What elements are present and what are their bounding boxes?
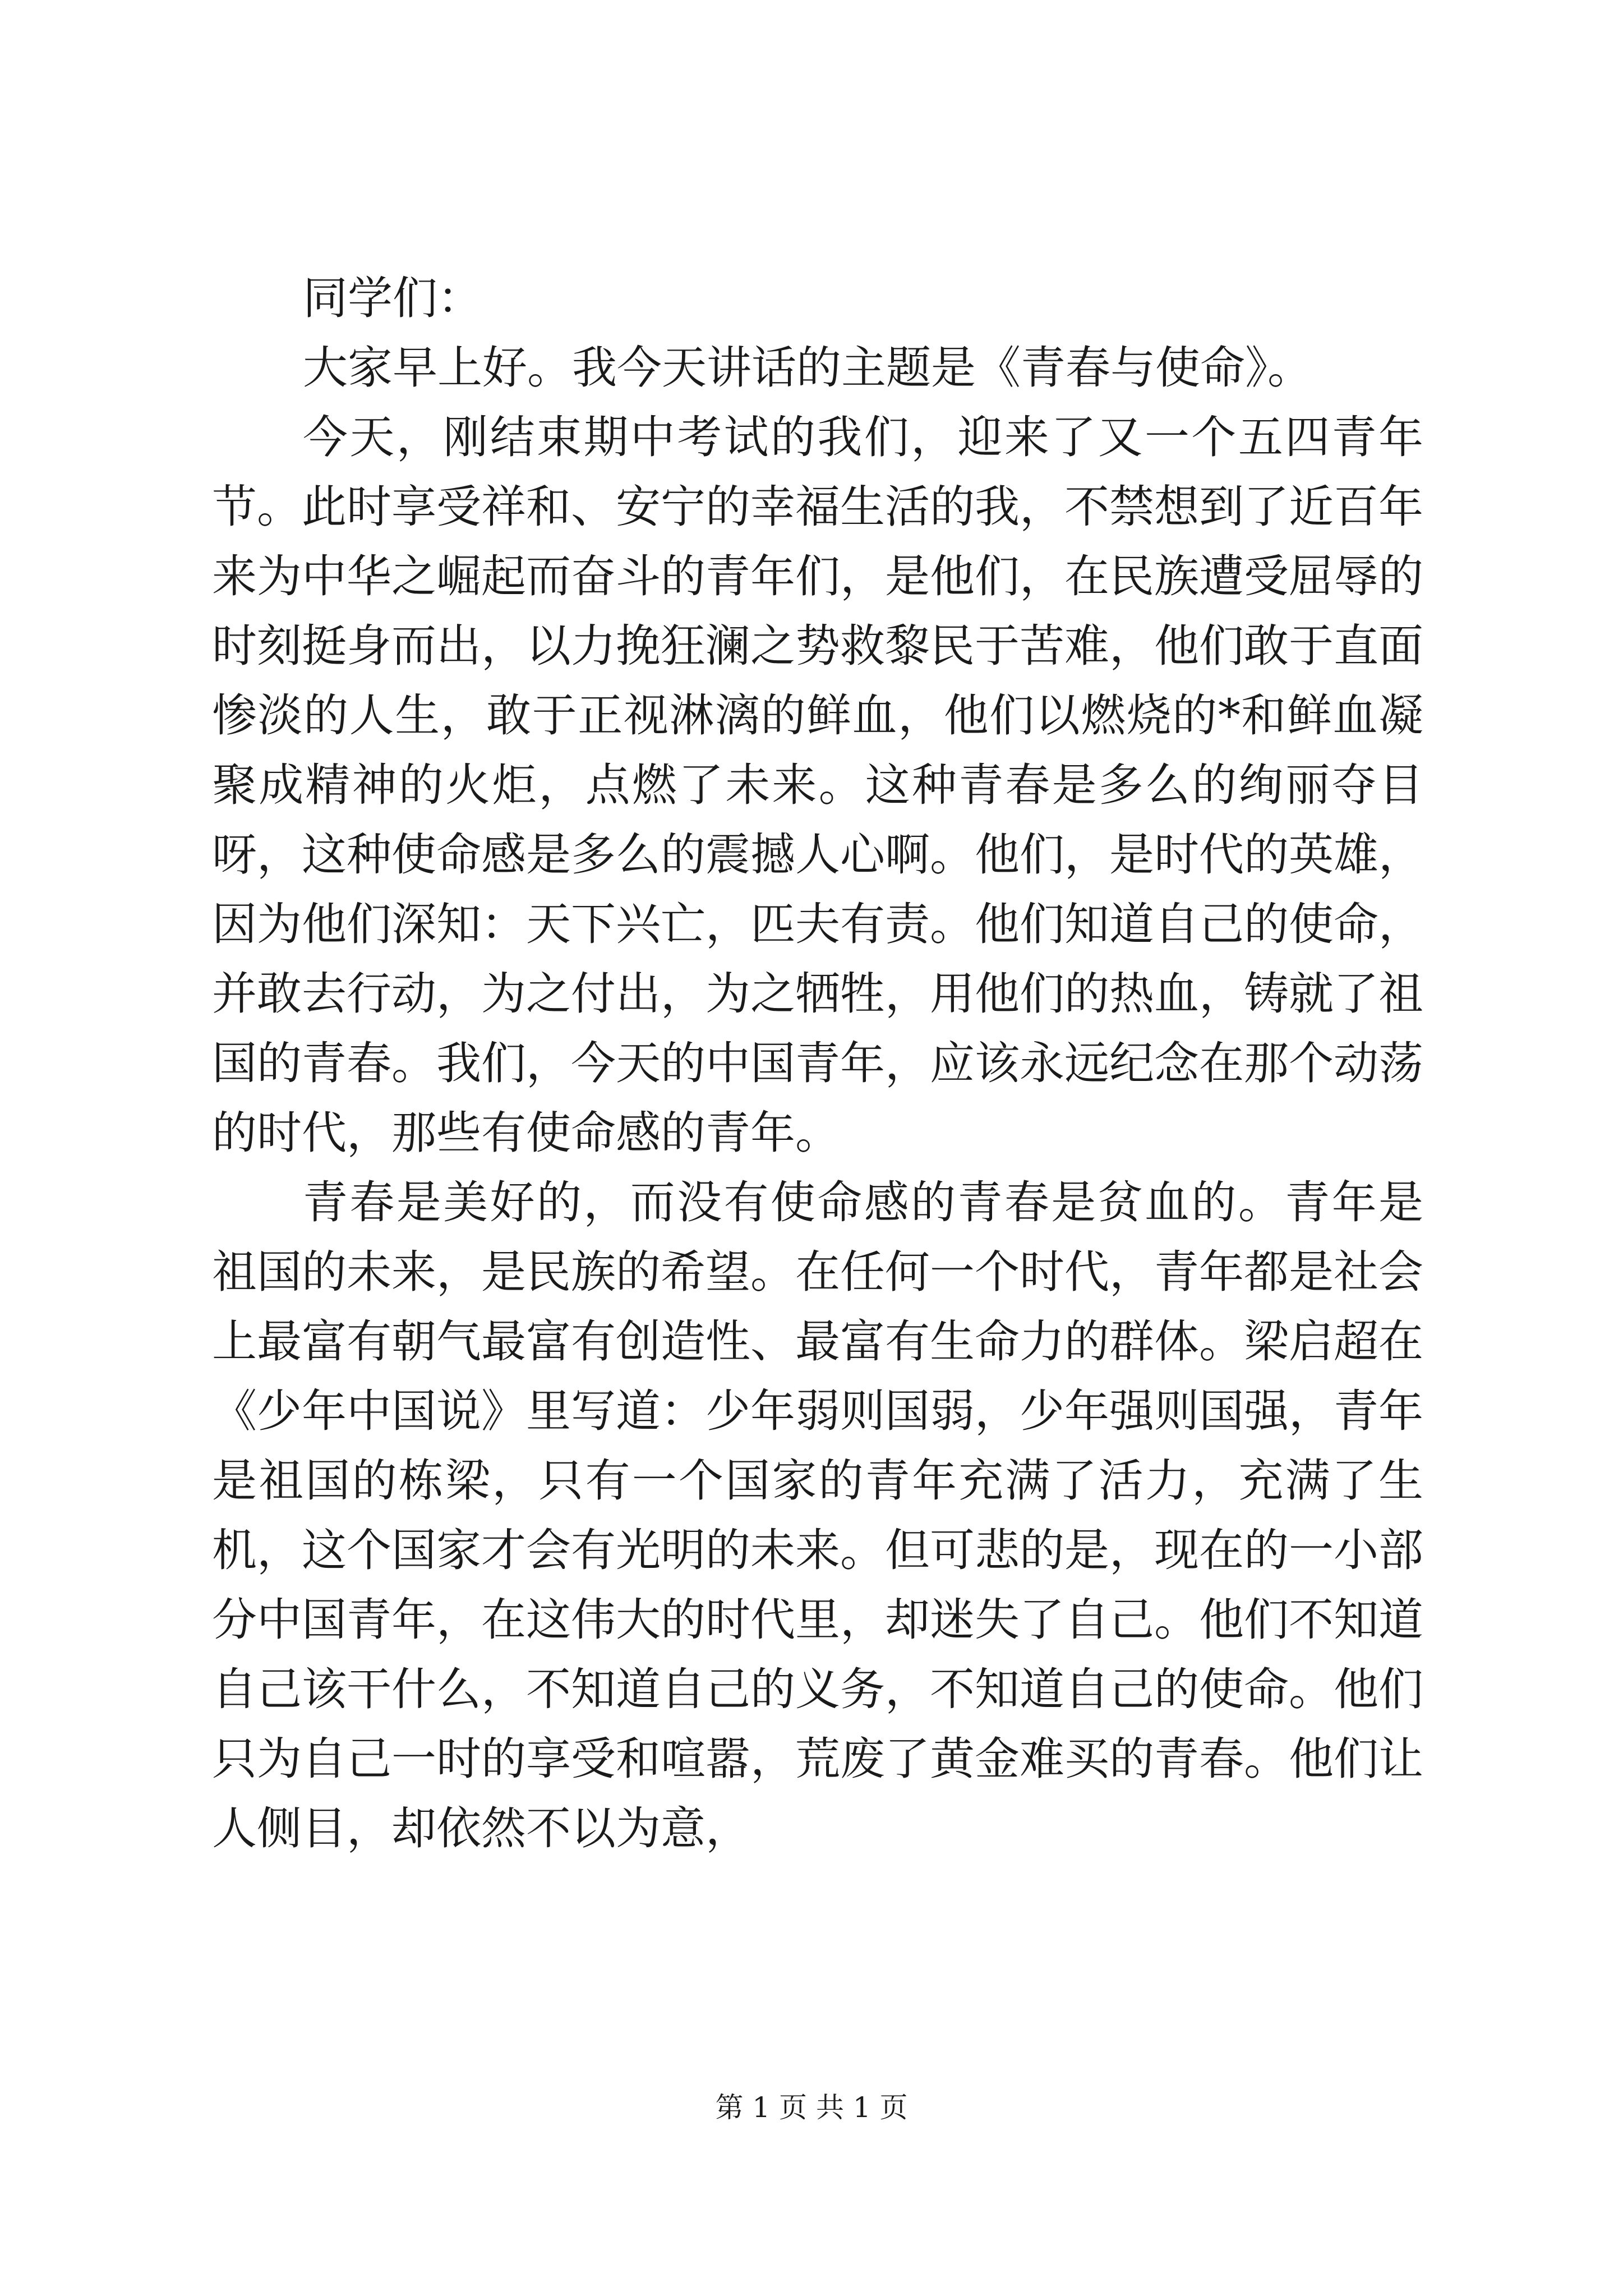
body-paragraph-1: 今天，刚结束期中考试的我们，迎来了又一个五四青年节。此时享受祥和、安宁的幸福生活的我，不禁想到了近百年来为中华之崛起而奋斗的青年们，是他们，在民族遭受屈辱的时刻挺身而出，以力挽狂澜之势救黎民于苦难，他们敢于直面惨淡的人生，敢于正视淋漓的鲜血，他们以燃烧的*和鲜血凝聚成精神的火炬，点燃了未来。这种青春是多么的绚丽夺目呀，这种使命感是多么的震撼人心啊。他们，是时代的英雄，因为他们深知：天下兴亡，匹夫有责。他们知道自己的使命，并敢去行动，为之付出，为之牺牲，用他们的热血，铸就了祖国的青春。我们，今天的中国青年，应该永远纪念在那个动荡的时代，那些有使命感的青年。 [212, 411, 1423, 1159]
salutation-paragraph: 同学们： [303, 272, 482, 324]
body-paragraph-2: 青春是美好的，而没有使命感的青春是贫血的。青年是祖国的未来，是民族的希望。在任何一个时代，青年都是社会上最富有朝气最富有创造性、最富有生命力的群体。梁启超在《少年中国说》里写道：少年弱则国弱，少年强则国强，青年是祖国的栋梁，只有一个国家的青年充满了活力，充满了生机，这个国家才会有光明的未来。但可悲的是，现在的一小部分中国青年，在这伟大的时代里，却迷失了自己。他们不知道自己该干什么，不知道自己的义务，不知道自己的使命。他们只为自己一时的享受和喧嚣，荒废了黄金难买的青春。他们让人侧目，却依然不以为意， [212, 1176, 1423, 1855]
greeting-paragraph: 大家早上好。我今天讲话的主题是《青春与使命》。 [303, 342, 1312, 394]
document-body [212, 264, 1423, 1864]
page-footer: 第 1 页 共 1 页 [715, 2091, 908, 2124]
